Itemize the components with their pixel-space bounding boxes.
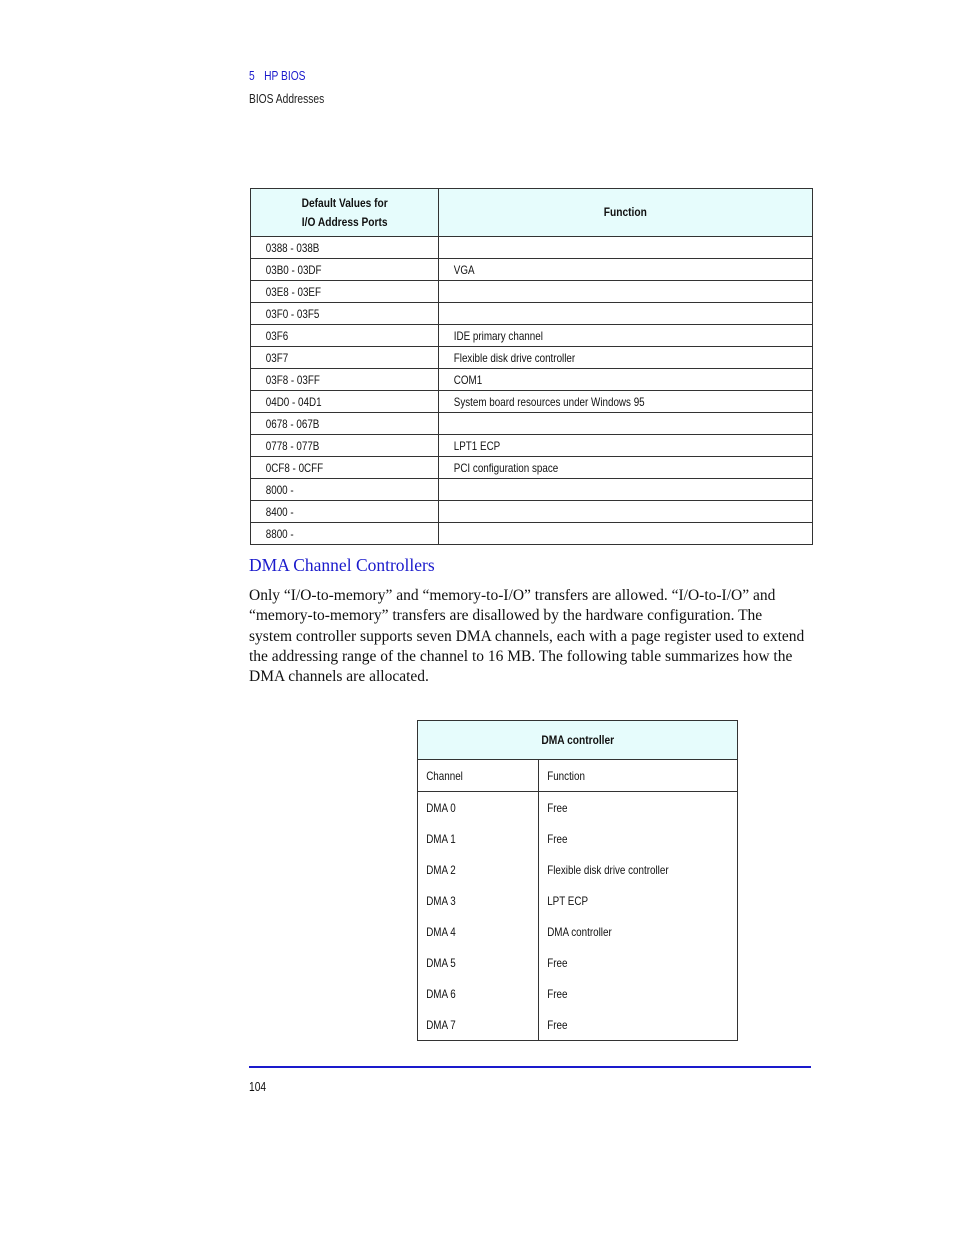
- port-cell: 03F0 - 03F5: [265, 306, 320, 321]
- table-row: [251, 523, 813, 545]
- dma-channel-cell: DMA 7: [426, 1017, 456, 1032]
- table-row: [418, 978, 738, 1009]
- port-cell: 03B0 - 03DF: [265, 262, 322, 277]
- port-cell: 03F6: [265, 328, 289, 343]
- dma-function-cell: Free: [547, 955, 568, 970]
- footer-rule: [249, 1066, 811, 1068]
- table-row: [251, 457, 813, 479]
- table-row: [251, 347, 813, 369]
- chapter-title: HP BIOS: [264, 69, 306, 83]
- dma-channel-cell: DMA 1: [426, 831, 456, 846]
- function-cell: VGA: [453, 262, 475, 277]
- dma-function-cell: DMA controller: [547, 924, 612, 939]
- function-cell: LPT1 ECP: [453, 438, 501, 453]
- port-cell: 0778 - 077B: [265, 438, 320, 453]
- port-cell: 8800 -: [265, 526, 294, 541]
- io-table-header-row: [251, 189, 813, 237]
- table-row: [251, 391, 813, 413]
- port-cell: 8400 -: [265, 504, 294, 519]
- dma-table-title: DMA controller: [418, 721, 738, 760]
- function-cell: System board resources under Windows 95: [453, 394, 645, 409]
- io-header-line2: I/O Address Ports: [301, 214, 388, 229]
- table-row: [251, 325, 813, 347]
- table-row: [418, 916, 738, 947]
- table-row: [251, 303, 813, 325]
- dma-channel-cell: DMA 4: [426, 924, 456, 939]
- table-row: [418, 854, 738, 885]
- port-cell: 8000 -: [265, 482, 294, 497]
- table-row: [251, 479, 813, 501]
- port-cell: 03E8 - 03EF: [265, 284, 322, 299]
- table-row: [251, 369, 813, 391]
- table-row: [251, 281, 813, 303]
- dma-col-function-header: Function: [547, 768, 585, 783]
- dma-function-cell: Free: [547, 831, 568, 846]
- function-cell: IDE primary channel: [453, 328, 543, 343]
- dma-function-cell: LPT ECP: [547, 893, 589, 908]
- function-cell: Flexible disk drive controller: [453, 350, 576, 365]
- port-cell: 0CF8 - 0CFF: [265, 460, 324, 475]
- chapter-number: 5: [249, 69, 255, 83]
- port-cell: 03F7: [265, 350, 289, 365]
- dma-section-paragraph: Only “I/O-to-memory” and “memory-to-I/O” transfers are allowed. “I/O-to-I/O” and “memory-to-memory” transfers are disallowed by the hardware configuration. The system controller supports seven DMA channels, each with a page register used to extend the addressing range of the channel to 16 MB. The following table summarizes how the DMA channels are allocated.: [249, 587, 805, 686]
- table-row: [418, 823, 738, 854]
- dma-col-channel-header: Channel: [426, 768, 463, 783]
- port-cell: 0678 - 067B: [265, 416, 320, 431]
- dma-channel-cell: DMA 5: [426, 955, 456, 970]
- io-header-line1: Default Values for: [301, 195, 388, 210]
- chapter-header: [249, 69, 306, 83]
- dma-channel-cell: DMA 2: [426, 862, 456, 877]
- table-row: [251, 435, 813, 457]
- dma-section-heading: DMA Channel Controllers: [249, 555, 435, 575]
- port-cell: 04D0 - 04D1: [265, 394, 322, 409]
- table-row: [251, 413, 813, 435]
- io-table-header-ports: [251, 189, 439, 237]
- function-cell: COM1: [453, 372, 483, 387]
- section-title: BIOS Addresses: [249, 92, 325, 106]
- table-row: [418, 792, 738, 824]
- table-row: [418, 1009, 738, 1041]
- table-row: [418, 947, 738, 978]
- dma-function-cell: Free: [547, 800, 568, 815]
- dma-channel-cell: DMA 3: [426, 893, 456, 908]
- table-row: [251, 259, 813, 281]
- dma-function-cell: Flexible disk drive controller: [547, 862, 669, 877]
- page-number: 104: [249, 1080, 267, 1094]
- table-row: [418, 885, 738, 916]
- port-cell: 0388 - 038B: [265, 240, 320, 255]
- function-cell: PCI configuration space: [453, 460, 559, 475]
- table-row: [251, 501, 813, 523]
- dma-channel-cell: DMA 6: [426, 986, 456, 1001]
- dma-channel-cell: DMA 0: [426, 800, 456, 815]
- io-address-table: [250, 188, 813, 545]
- dma-table-column-header-row: [418, 760, 738, 792]
- dma-controller-table: [417, 720, 738, 1041]
- port-cell: 03F8 - 03FF: [265, 372, 320, 387]
- dma-function-cell: Free: [547, 986, 568, 1001]
- io-table-header-function: Function: [439, 189, 813, 237]
- dma-table-title-row: [418, 721, 738, 760]
- table-row: [251, 237, 813, 259]
- dma-function-cell: Free: [547, 1017, 568, 1032]
